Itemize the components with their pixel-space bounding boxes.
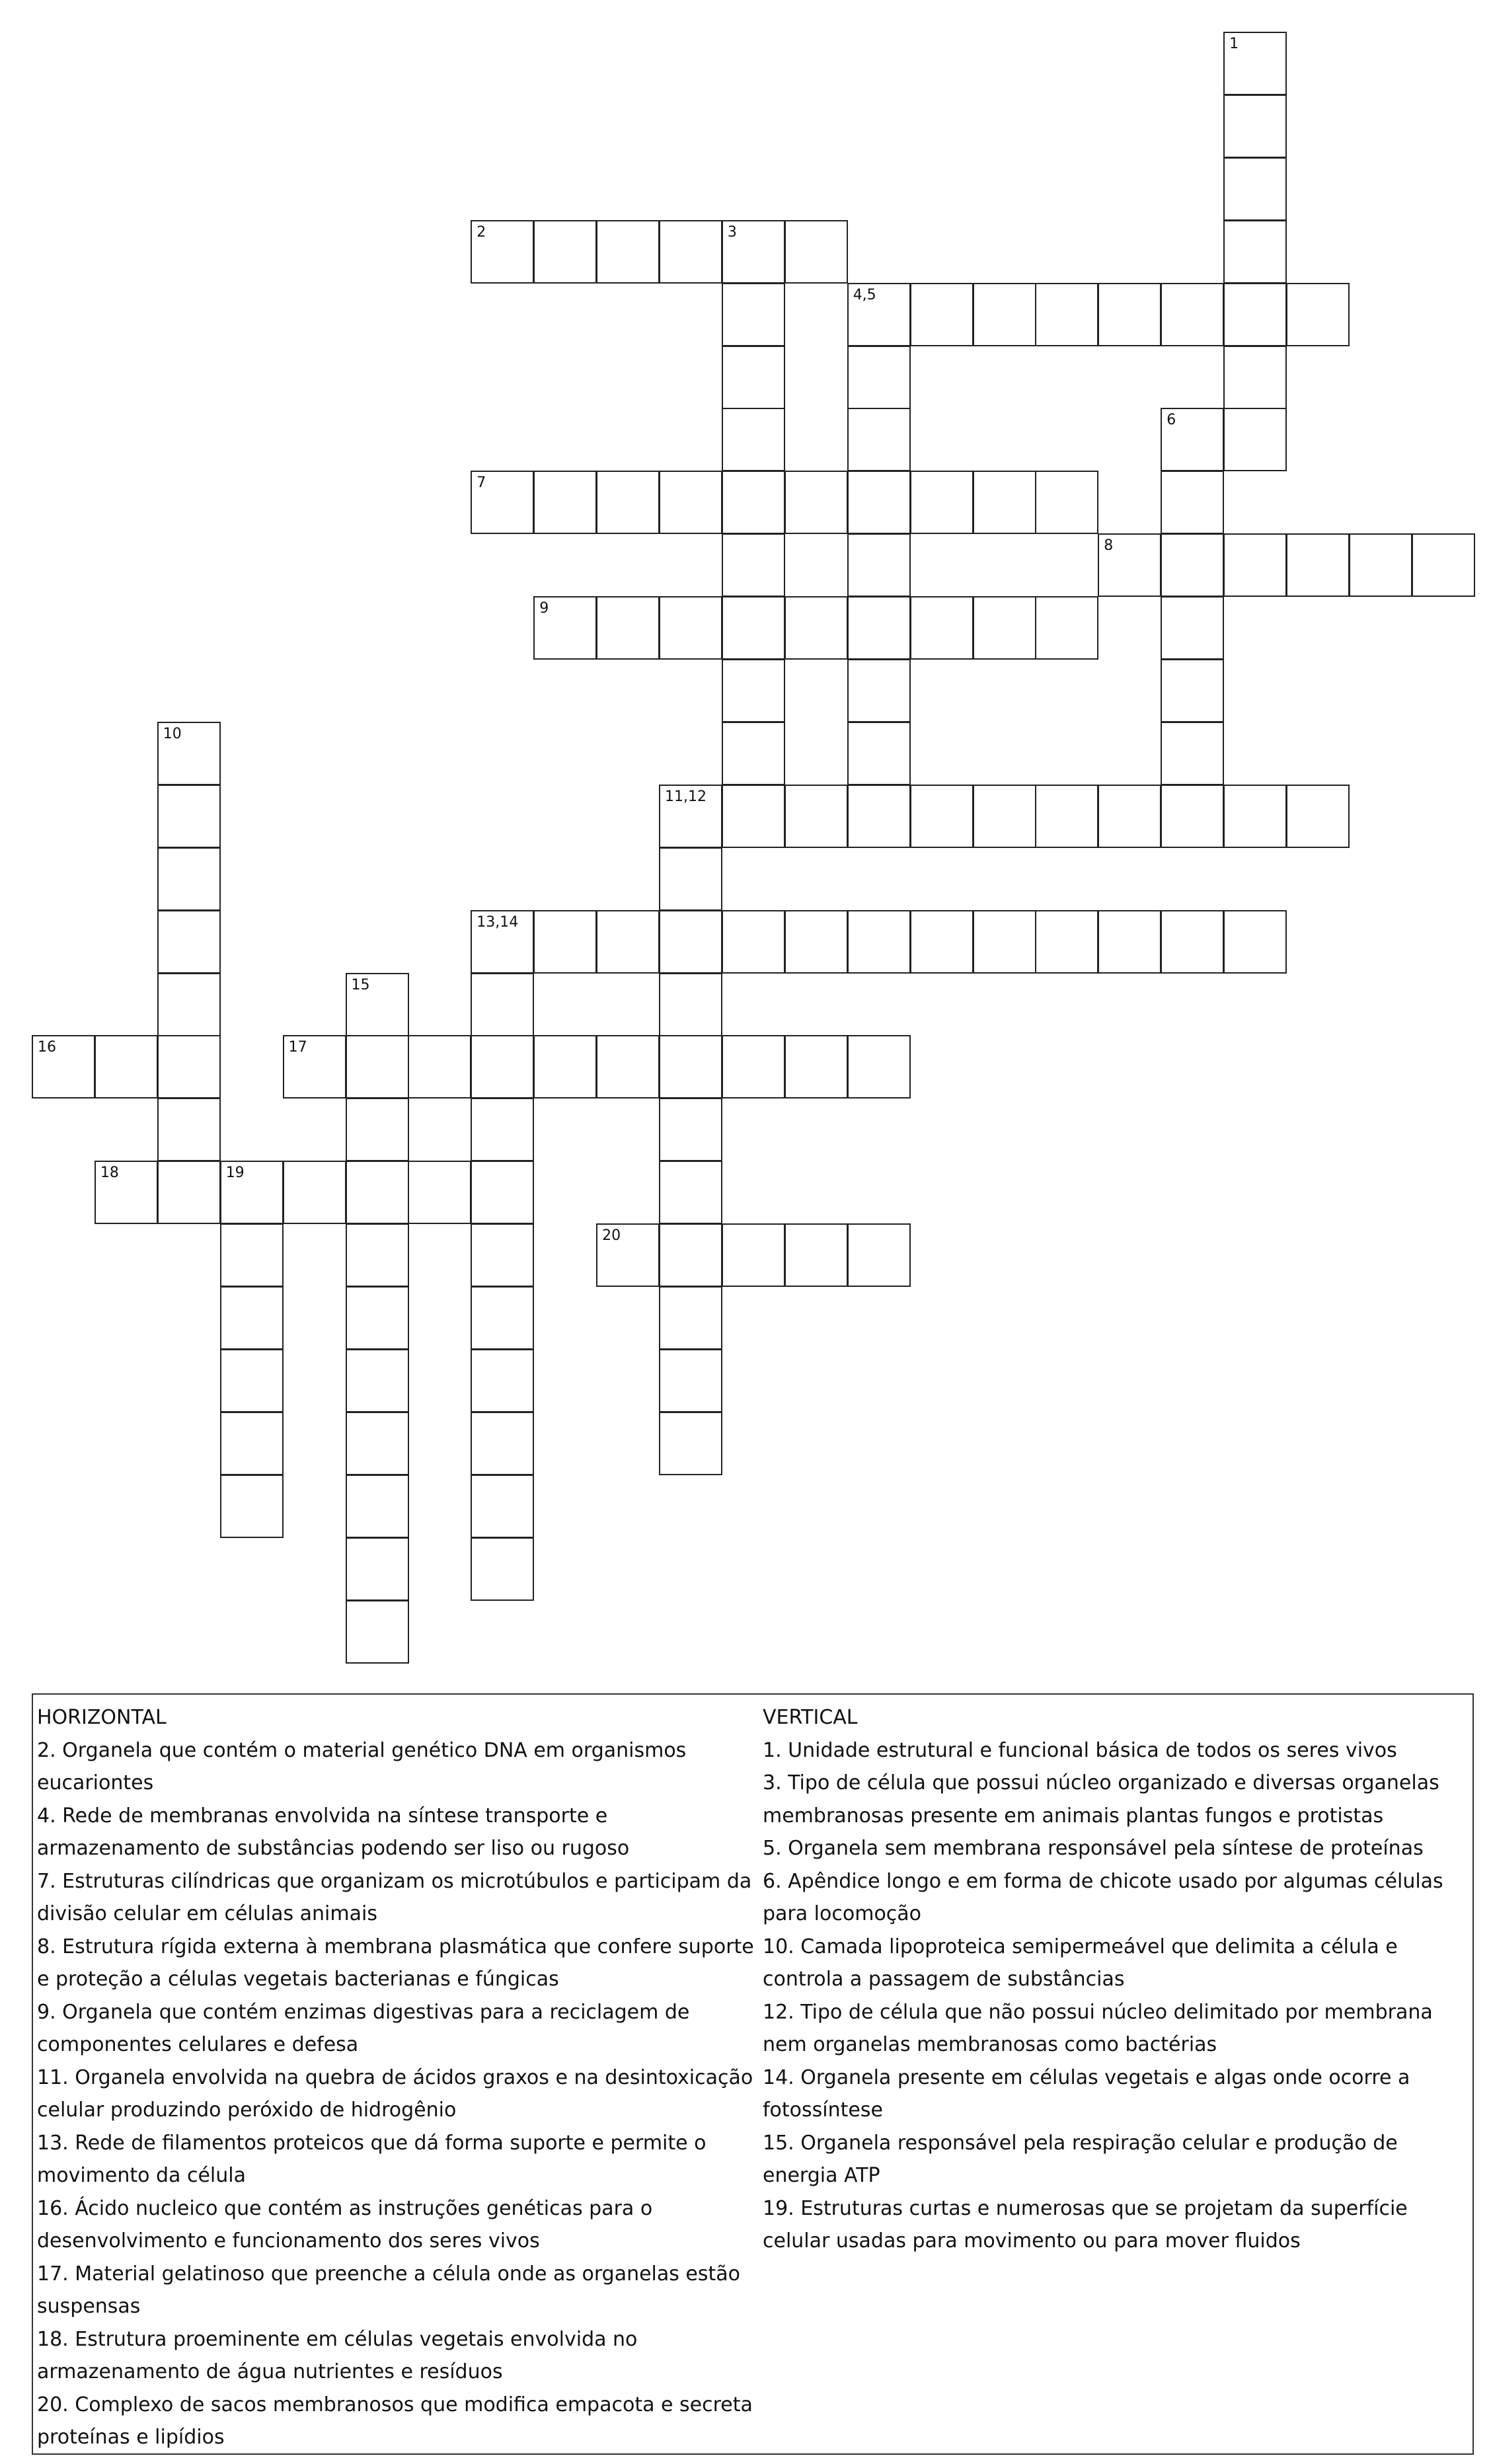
grid-cell[interactable] <box>220 1223 284 1287</box>
grid-cell[interactable] <box>471 1161 534 1224</box>
grid-cell[interactable] <box>157 785 221 848</box>
grid-cell[interactable] <box>973 596 1036 660</box>
clue-number: 9 <box>539 600 549 617</box>
grid-cell[interactable] <box>1223 283 1287 346</box>
grid-cell[interactable] <box>1035 910 1098 974</box>
grid-cell[interactable] <box>784 785 848 848</box>
clues-box <box>32 1693 1474 2455</box>
grid-cell[interactable] <box>722 785 785 848</box>
clue-v-5: 5. Organela sem membrana responsável pela síntese de proteínas <box>763 1837 1424 1860</box>
grid-cell[interactable] <box>157 1161 221 1224</box>
grid-cell[interactable] <box>722 346 785 409</box>
grid-cell[interactable] <box>659 973 722 1036</box>
grid-cell[interactable] <box>157 1098 221 1161</box>
grid-cell[interactable] <box>408 1035 471 1098</box>
grid-cell[interactable] <box>1223 533 1287 597</box>
grid-cell[interactable] <box>847 283 911 346</box>
grid-cell[interactable] <box>722 471 785 534</box>
grid-cell[interactable] <box>346 1098 409 1161</box>
clue-v-6: 6. Apêndice longo e em forma de chicote usado por algumas células para locomoção <box>763 1869 1443 1925</box>
grid-cell[interactable] <box>1161 283 1224 346</box>
grid-cell[interactable] <box>784 1035 848 1098</box>
grid-cell[interactable] <box>847 596 911 660</box>
clue-h-18: 18. Estrutura proeminente em células vegetais envolvida no armazenamento de água nutrientes e resíduos <box>37 2327 638 2383</box>
clue-number: 15 <box>351 976 370 993</box>
clue-h-17: 17. Material gelatinoso que preenche a célula onde as organelas estão suspensas <box>37 2262 741 2318</box>
grid-cell[interactable] <box>722 408 785 471</box>
grid-cell[interactable] <box>1098 533 1161 597</box>
grid-cell[interactable] <box>283 1161 346 1224</box>
grid-cell[interactable] <box>1223 220 1287 284</box>
grid-cell[interactable] <box>408 1161 471 1224</box>
clue-number: 19 <box>225 1165 245 1182</box>
grid-cell[interactable] <box>596 596 660 660</box>
clue-number: 18 <box>100 1165 119 1182</box>
grid-cell[interactable] <box>1223 408 1287 471</box>
clue-h-11: 11. Organela envolvida na quebra de ácidos graxos e na desintoxicação celular produzindo peróxido de hidrogênio <box>37 2065 753 2122</box>
grid-cell[interactable] <box>659 1098 722 1161</box>
grid-cell[interactable] <box>596 910 660 974</box>
clue-h-7: 7. Estruturas cilíndricas que organizam os microtúbulos e participam da divisão celular em células animais <box>37 1869 752 1925</box>
grid-cell[interactable] <box>471 471 534 534</box>
grid-cell[interactable] <box>471 1223 534 1287</box>
grid-cell[interactable] <box>596 1223 660 1287</box>
grid-cell[interactable] <box>220 1475 284 1538</box>
grid-cell[interactable] <box>1223 95 1287 158</box>
grid-cell[interactable] <box>1412 533 1475 597</box>
grid-cell[interactable] <box>659 220 722 284</box>
grid-cell[interactable] <box>1035 471 1098 534</box>
grid-cell[interactable] <box>910 785 974 848</box>
grid-cell[interactable] <box>471 1412 534 1475</box>
grid-cell[interactable] <box>722 1223 785 1287</box>
horizontal-clues-title: HORIZONTAL <box>37 1706 167 1729</box>
grid-cell[interactable] <box>1223 346 1287 409</box>
grid-cell[interactable] <box>1286 533 1350 597</box>
grid-cell[interactable] <box>659 785 722 848</box>
clue-number: 3 <box>727 223 737 241</box>
grid-cell[interactable] <box>910 596 974 660</box>
grid-cell[interactable] <box>1161 659 1224 722</box>
clue-v-14: 14. Organela presente em células vegetais e algas onde ocorre a fotossíntese <box>763 2065 1410 2122</box>
grid-cell[interactable] <box>533 220 597 284</box>
clue-v-1: 1. Unidade estrutural e funcional básica de todos os seres vivos <box>763 1738 1397 1762</box>
grid-cell[interactable] <box>659 1223 722 1287</box>
grid-cell[interactable] <box>659 1286 722 1350</box>
grid-cell[interactable] <box>1161 533 1224 597</box>
grid-cell[interactable] <box>95 1035 158 1098</box>
grid-cell[interactable] <box>346 1223 409 1287</box>
grid-cell[interactable] <box>471 973 534 1036</box>
clue-number: 17 <box>288 1039 307 1056</box>
grid-cell[interactable] <box>1161 408 1224 471</box>
grid-cell[interactable] <box>1161 785 1224 848</box>
grid-cell[interactable] <box>784 220 848 284</box>
grid-cell[interactable] <box>1161 910 1224 974</box>
grid-cell[interactable] <box>784 471 848 534</box>
grid-cell[interactable] <box>847 910 911 974</box>
grid-cell[interactable] <box>1098 283 1161 346</box>
clue-h-8: 8. Estrutura rígida externa à membrana plasmática que confere suporte e proteção a células vegetais bacterianas e fúngicas <box>37 1935 754 1991</box>
clue-number: 11,12 <box>665 788 707 805</box>
grid-cell[interactable] <box>220 1161 284 1224</box>
grid-cell[interactable] <box>471 1098 534 1161</box>
vertical-clues-column <box>763 1701 1473 2258</box>
grid-cell[interactable] <box>659 471 722 534</box>
grid-cell[interactable] <box>722 910 785 974</box>
grid-cell[interactable] <box>596 471 660 534</box>
grid-cell[interactable] <box>1035 596 1098 660</box>
grid-cell[interactable] <box>346 1286 409 1350</box>
grid-cell[interactable] <box>973 471 1036 534</box>
grid-cell[interactable] <box>346 1475 409 1538</box>
clue-h-16: 16. Ácido nucleico que contém as instruções genéticas para o desenvolvimento e funcionamento dos seres vivos <box>37 2196 653 2252</box>
grid-cell[interactable] <box>910 283 974 346</box>
grid-cell[interactable] <box>973 785 1036 848</box>
grid-cell[interactable] <box>471 1475 534 1538</box>
grid-cell[interactable] <box>847 785 911 848</box>
clue-number: 1 <box>1229 36 1239 52</box>
grid-cell[interactable] <box>157 1035 221 1098</box>
clue-h-13: 13. Rede de filamentos proteicos que dá forma suporte e permite o movimento da célula <box>37 2131 707 2187</box>
grid-cell[interactable] <box>659 1349 722 1412</box>
horizontal-clues-column <box>37 1701 754 2454</box>
clue-number: 13,14 <box>477 913 519 931</box>
grid-cell[interactable] <box>722 220 785 284</box>
grid-cell[interactable] <box>847 659 911 722</box>
grid-cell[interactable] <box>533 596 597 660</box>
grid-cell[interactable] <box>95 1161 158 1224</box>
grid-cell[interactable] <box>596 1035 660 1098</box>
grid-cell[interactable] <box>1098 785 1161 848</box>
grid-cell[interactable] <box>659 1035 722 1098</box>
grid-cell[interactable] <box>659 910 722 974</box>
grid-cell[interactable] <box>1161 471 1224 534</box>
grid-cell[interactable] <box>722 283 785 346</box>
clue-h-4: 4. Rede de membranas envolvida na síntese transporte e armazenamento de substâncias podendo ser liso ou rugoso <box>37 1804 630 1860</box>
clue-v-10: 10. Camada lipoproteica semipermeável que delimita a célula e controla a passagem de substâncias <box>763 1935 1398 1991</box>
clue-number: 2 <box>477 223 486 241</box>
grid-cell[interactable] <box>471 910 534 974</box>
clue-h-2: 2. Organela que contém o material genético DNA em organismos eucariontes <box>37 1738 687 1794</box>
grid-cell[interactable] <box>847 1223 911 1287</box>
grid-cell[interactable] <box>722 659 785 722</box>
grid-cell[interactable] <box>784 910 848 974</box>
grid-cell[interactable] <box>1286 785 1350 848</box>
clue-v-15: 15. Organela responsável pela respiração celular e produção de energia ATP <box>763 2131 1398 2187</box>
grid-cell[interactable] <box>722 533 785 597</box>
grid-cell[interactable] <box>346 1537 409 1601</box>
grid-cell[interactable] <box>722 1035 785 1098</box>
clue-v-12: 12. Tipo de célula que não possui núcleo delimitado por membrana nem organelas membranosas como bactérias <box>763 2000 1433 2056</box>
grid-cell[interactable] <box>659 847 722 911</box>
grid-cell[interactable] <box>533 1035 597 1098</box>
grid-cell[interactable] <box>784 1223 848 1287</box>
clue-number: 8 <box>1104 537 1114 555</box>
grid-cell[interactable] <box>1223 32 1287 95</box>
grid-cell[interactable] <box>471 1349 534 1412</box>
grid-cell[interactable] <box>346 1349 409 1412</box>
grid-cell[interactable] <box>471 1537 534 1601</box>
clue-number: 6 <box>1166 412 1176 429</box>
grid-cell[interactable] <box>847 722 911 785</box>
grid-cell[interactable] <box>220 1286 284 1350</box>
grid-cell[interactable] <box>1035 283 1098 346</box>
grid-cell[interactable] <box>847 533 911 597</box>
grid-cell[interactable] <box>722 722 785 785</box>
grid-cell[interactable] <box>1161 596 1224 660</box>
grid-cell[interactable] <box>784 596 848 660</box>
grid-cell[interactable] <box>157 847 221 911</box>
clue-number: 4,5 <box>853 286 876 303</box>
grid-cell[interactable] <box>973 283 1036 346</box>
clue-v-19: 19. Estruturas curtas e numerosas que se projetam da superfície celular usadas para movimento ou para mover fluidos <box>763 2196 1408 2252</box>
grid-cell[interactable] <box>722 596 785 660</box>
grid-cell[interactable] <box>1161 722 1224 785</box>
grid-cell[interactable] <box>659 1161 722 1224</box>
grid-cell[interactable] <box>1349 533 1412 597</box>
grid-cell[interactable] <box>157 722 221 785</box>
clue-number: 16 <box>38 1039 56 1056</box>
grid-cell[interactable] <box>1035 785 1098 848</box>
grid-cell[interactable] <box>283 1035 346 1098</box>
grid-cell[interactable] <box>596 220 660 284</box>
grid-cell[interactable] <box>847 408 911 471</box>
grid-cell[interactable] <box>1223 910 1287 974</box>
grid-cell[interactable] <box>1098 910 1161 974</box>
grid-cell[interactable] <box>220 1412 284 1475</box>
grid-cell[interactable] <box>471 220 534 284</box>
clue-h-20: 20. Complexo de sacos membranosos que modifica empacota e secreta proteínas e lipídios <box>37 2393 753 2449</box>
clue-h-9: 9. Organela que contém enzimas digestivas para a reciclagem de componentes celulares e defesa <box>37 2000 690 2056</box>
grid-cell[interactable] <box>973 910 1036 974</box>
grid-cell[interactable] <box>471 1286 534 1350</box>
grid-cell[interactable] <box>659 596 722 660</box>
grid-cell[interactable] <box>910 910 974 974</box>
grid-cell[interactable] <box>32 1035 95 1098</box>
grid-cell[interactable] <box>847 471 911 534</box>
grid-cell[interactable] <box>1223 785 1287 848</box>
grid-cell[interactable] <box>346 1600 409 1664</box>
grid-cell[interactable] <box>346 1035 409 1098</box>
grid-cell[interactable] <box>847 1035 911 1098</box>
grid-cell[interactable] <box>346 1161 409 1224</box>
grid-cell[interactable] <box>659 1412 722 1475</box>
clue-number: 7 <box>477 475 486 492</box>
grid-cell[interactable] <box>1223 157 1287 221</box>
grid-cell[interactable] <box>533 910 597 974</box>
grid-cell[interactable] <box>157 973 221 1036</box>
grid-cell[interactable] <box>157 910 221 974</box>
grid-cell[interactable] <box>910 471 974 534</box>
grid-cell[interactable] <box>471 1035 534 1098</box>
clue-v-3: 3. Tipo de célula que possui núcleo organizado e diversas organelas membranosas presente em animais plantas fungos e protistas <box>763 1771 1439 1828</box>
grid-cell[interactable] <box>220 1349 284 1412</box>
grid-cell[interactable] <box>847 346 911 409</box>
vertical-clues-title: VERTICAL <box>763 1706 858 1729</box>
grid-cell[interactable] <box>1286 283 1350 346</box>
clue-number: 10 <box>163 725 182 742</box>
grid-cell[interactable] <box>346 1412 409 1475</box>
grid-cell[interactable] <box>346 973 409 1036</box>
grid-cell[interactable] <box>533 471 597 534</box>
clue-number: 20 <box>602 1227 621 1245</box>
